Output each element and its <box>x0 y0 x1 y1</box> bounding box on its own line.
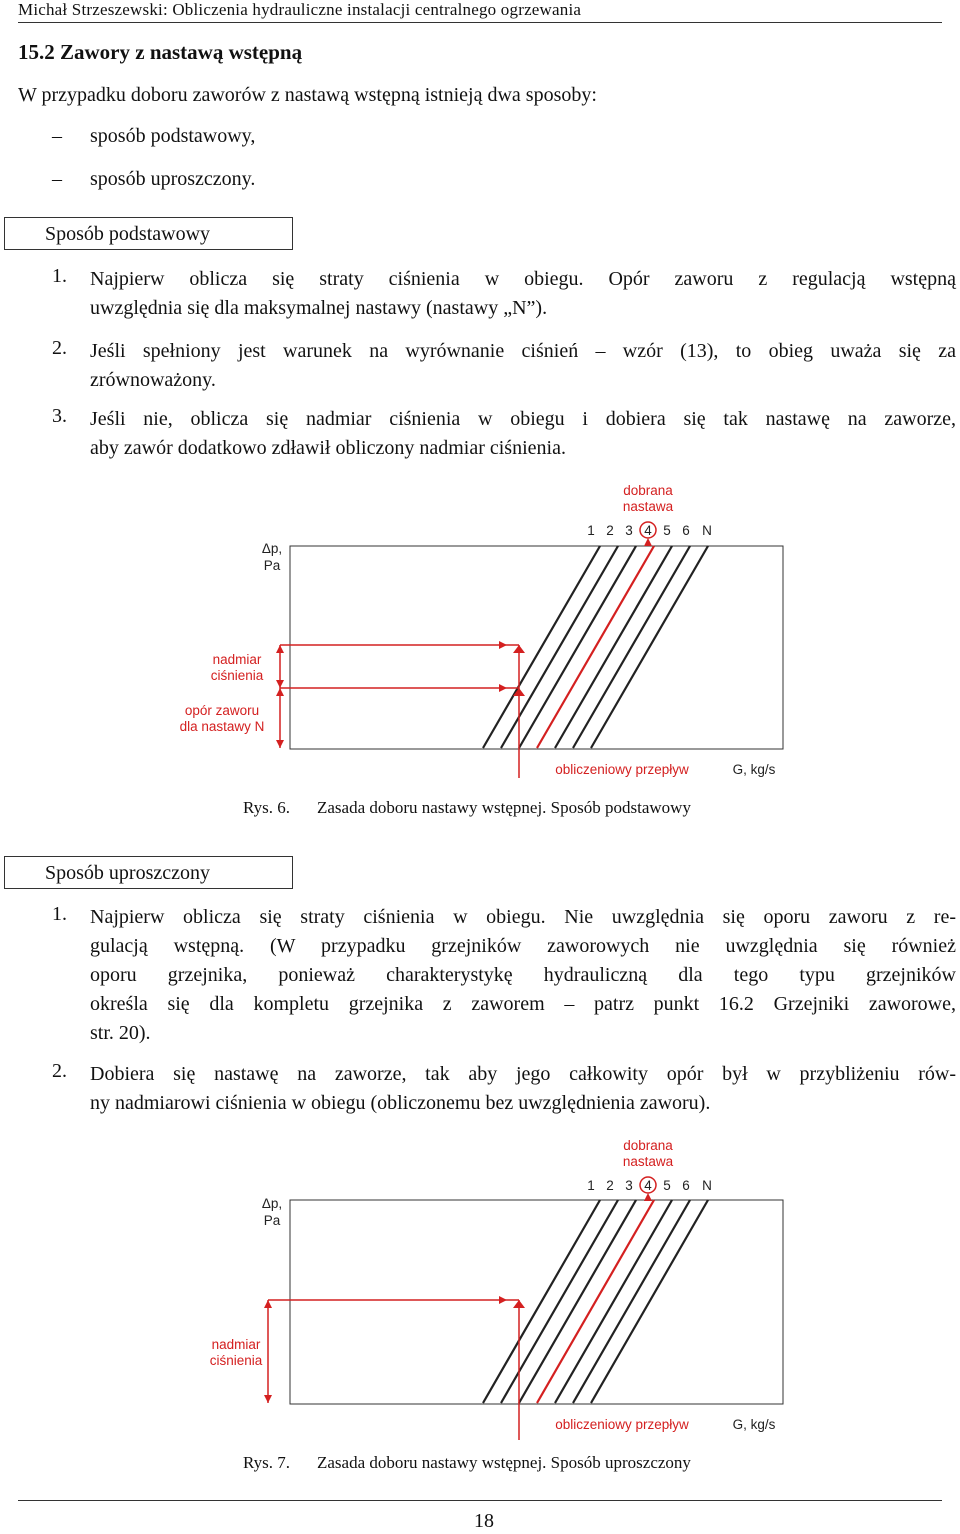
setting-label: 3 <box>625 523 633 538</box>
setting-label: 5 <box>663 1178 671 1193</box>
step-number: 1. <box>52 903 67 925</box>
arrow-bracket-mid <box>276 680 284 688</box>
step-number: 2. <box>52 1060 67 1082</box>
running-header: Michał Strzeszewski: Obliczenia hydrauliczne instalacji centralnego ogrzewania <box>18 0 942 23</box>
y-axis-label: Δp, <box>261 541 283 556</box>
arrow-chosen <box>644 1193 652 1201</box>
figure-number: Rys. 7. <box>243 1453 291 1472</box>
step-line: Jeśli nie, oblicza się nadmiar ciśnienia w obiegu i dobiera się tak nastawę na zaworze, <box>90 408 956 430</box>
setting-label: N <box>702 523 712 538</box>
valve-label-line1: opór zaworu <box>184 703 260 718</box>
setting-label: 6 <box>682 1178 690 1193</box>
intro-text: W przypadku doboru zaworów z nastawą wstępną istnieją dwa sposoby: <box>18 84 597 106</box>
y-axis-unit: Pa <box>263 558 281 573</box>
x-axis-label: G, kg/s <box>732 1417 776 1432</box>
arrow-bracket-mid2 <box>276 688 284 696</box>
chosen-label-line2: nastawa <box>622 1154 674 1169</box>
arrow-bracket-top <box>276 645 284 653</box>
step-line: Najpierw oblicza się straty ciśnienia w obiegu. Nie uwzględnia się oporu zaworu z re- <box>90 906 956 928</box>
step-line: określa się dla kompletu grzejnika z zaworem – patrz punkt 16.2 Grzejniki zaworowe, <box>90 993 956 1015</box>
arrow-bracket-bottom <box>276 740 284 748</box>
step-line: Dobiera się nastawę na zaworze, tak aby jego całkowity opór był w przybliżeniu rów- <box>90 1063 956 1085</box>
arrow-up-excess <box>513 1300 525 1308</box>
arrow-up-excess <box>513 645 525 653</box>
design-flow-label: obliczeniowy przepływ <box>555 1417 689 1432</box>
page-number: 18 <box>474 1510 494 1532</box>
setting-label: N <box>702 1178 712 1193</box>
characteristic-line-3 <box>519 1200 636 1403</box>
design-flow-label: obliczeniowy przepływ <box>555 762 689 777</box>
step-line: zrównoważony. <box>90 369 216 391</box>
excess-label-line1: nadmiar <box>211 1337 261 1352</box>
characteristic-line-5 <box>555 546 672 748</box>
step-number: 3. <box>52 405 67 427</box>
step-line: Najpierw oblicza się straty ciśnienia w obiegu. Opór zaworu z regulacją wstępną <box>90 268 956 290</box>
setting-label: 3 <box>625 1178 633 1193</box>
setting-label: 2 <box>606 523 614 538</box>
arrow-right-valve <box>499 684 507 692</box>
bullet-item: sposób uproszczony. <box>90 168 256 190</box>
arrow-bracket-top <box>264 1300 272 1308</box>
excess-label-line1: nadmiar <box>212 652 262 667</box>
setting-label: 1 <box>587 1178 595 1193</box>
figure-simplified-method-diagram <box>0 1132 960 1442</box>
step-number: 1. <box>52 265 67 287</box>
arrow-chosen <box>644 538 652 546</box>
bullet-mark: – <box>52 125 62 147</box>
characteristic-line-3 <box>519 546 636 748</box>
setting-label: 4 <box>644 1178 652 1193</box>
figure-caption: Zasada doboru nastawy wstępnej. Sposób podstawowy <box>317 798 691 817</box>
characteristic-line-6 <box>573 1200 690 1403</box>
chosen-setting-line <box>537 546 654 748</box>
setting-label: 5 <box>663 523 671 538</box>
arrow-bracket-bottom <box>264 1395 272 1403</box>
method-basic-label: Sposób podstawowy <box>4 217 293 250</box>
bullet-mark: – <box>52 168 62 190</box>
figure-caption: Zasada doboru nastawy wstępnej. Sposób uproszczony <box>317 1453 691 1472</box>
chosen-setting-line <box>537 1200 654 1403</box>
step-line: ny nadmiarowi ciśnienia w obiegu (obliczonemu bez uwzględnienia zaworu). <box>90 1092 711 1114</box>
figure-number: Rys. 6. <box>243 798 291 817</box>
y-axis-label: Δp, <box>261 1196 283 1211</box>
method-simplified-label: Sposób uproszczony <box>4 856 293 889</box>
arrow-right-excess <box>499 641 507 649</box>
x-axis-label: G, kg/s <box>732 762 776 777</box>
setting-label: 2 <box>606 1178 614 1193</box>
chosen-label-line1: dobrana <box>623 483 673 498</box>
section-title: 15.2 Zawory z nastawą wstępną <box>18 40 303 64</box>
step-line: aby zawór dodatkowo zdławił obliczony nadmiar ciśnienia. <box>90 437 566 459</box>
figure-basic-method-diagram <box>0 478 960 778</box>
setting-label: 1 <box>587 523 595 538</box>
setting-label: 6 <box>682 523 690 538</box>
step-line: str. 20). <box>90 1022 151 1044</box>
characteristic-line-n <box>591 546 708 748</box>
valve-label-line2: dla nastawy N <box>179 719 265 734</box>
y-axis-unit: Pa <box>263 1213 281 1228</box>
setting-label: 4 <box>644 523 652 538</box>
characteristic-line-n <box>591 1200 708 1403</box>
footer-rule <box>18 1500 942 1501</box>
chosen-label-line1: dobrana <box>623 1138 673 1153</box>
excess-label-line2: ciśnienia <box>210 668 264 683</box>
step-line: gulacją wstępną. (W przypadku grzejników zaworowych nie uwzględnia się również <box>90 935 956 957</box>
step-line: uwzględnia się dla maksymalnej nastawy (nastawy „N”). <box>90 297 548 319</box>
excess-label-line2: ciśnienia <box>209 1353 263 1368</box>
bullet-item: sposób podstawowy, <box>90 125 256 147</box>
step-line: Jeśli spełniony jest warunek na wyrównanie ciśnień – wzór (13), to obieg uważa się za <box>90 340 956 362</box>
characteristic-line-6 <box>573 546 690 748</box>
arrow-right-excess <box>499 1296 507 1304</box>
step-line: oporu grzejnika, ponieważ charakterystykę hydrauliczną dla tego typu grzejników <box>90 964 956 986</box>
chosen-label-line2: nastawa <box>622 499 674 514</box>
step-number: 2. <box>52 337 67 359</box>
characteristic-line-5 <box>555 1200 672 1403</box>
